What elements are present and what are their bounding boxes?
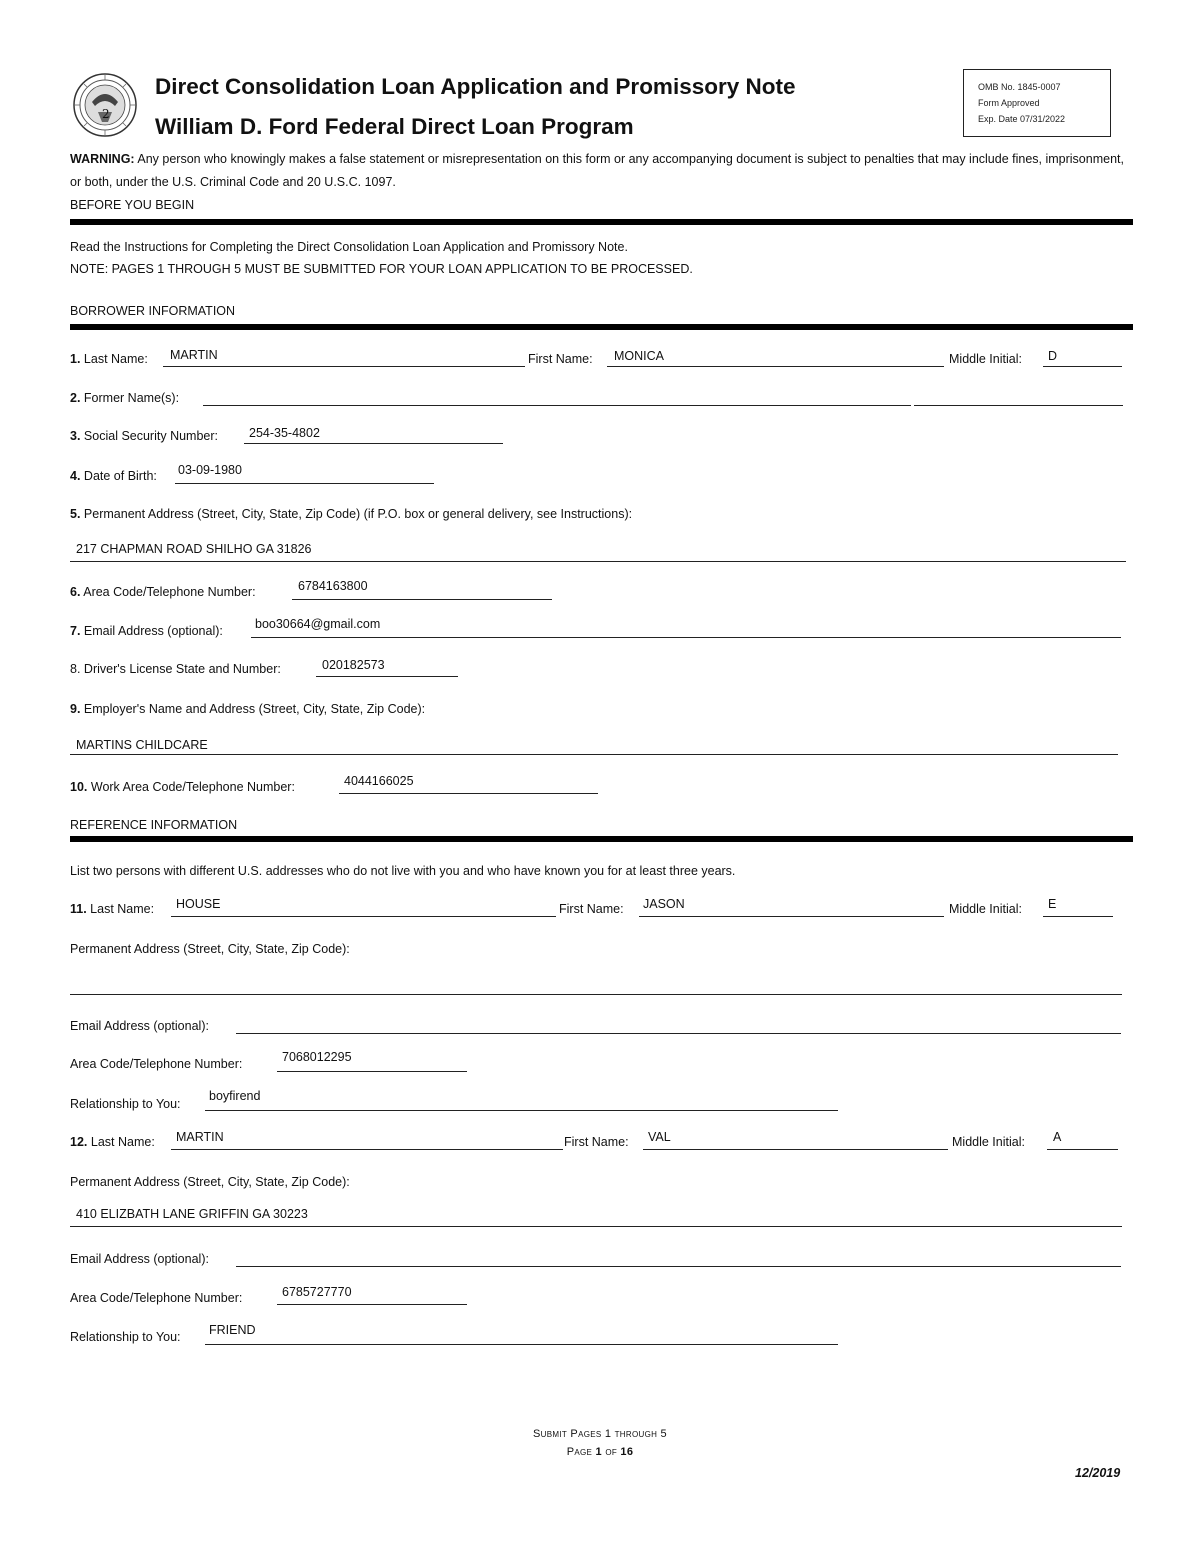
email-field[interactable] (251, 637, 1121, 638)
ref1-middle-initial-label: Middle Initial: (949, 902, 1022, 916)
ref2-relationship-value: FRIEND (209, 1323, 256, 1337)
ref1-address-field[interactable] (70, 994, 1122, 995)
ssn-value: 254-35-4802 (249, 426, 320, 440)
email-value: boo30664@gmail.com (255, 617, 381, 631)
borrower-last-name-value: MARTIN (170, 348, 218, 362)
submit-pages-note: Submit Pages 1 through 5 (533, 1428, 667, 1440)
section-reference-information: REFERENCE INFORMATION (70, 818, 238, 832)
phone-label: 6. Area Code/Telephone Number: (70, 585, 256, 599)
ref2-last-name-field[interactable] (171, 1149, 563, 1150)
borrower-last-name-label: 1. Last Name: (70, 352, 148, 366)
borrower-middle-initial-field[interactable] (1043, 366, 1122, 367)
ref1-phone-field[interactable] (277, 1071, 467, 1072)
omb-box (963, 69, 1111, 137)
ref1-middle-initial-field[interactable] (1043, 916, 1113, 917)
ssn-label: 3. Social Security Number: (70, 429, 218, 443)
ref1-first-name-field[interactable] (639, 916, 944, 917)
ref2-address-label: Permanent Address (Street, City, State, Zip Code): (70, 1175, 350, 1189)
ref1-email-label: Email Address (optional): (70, 1019, 209, 1033)
email-label: 7. Email Address (optional): (70, 624, 223, 638)
phone-value: 6784163800 (298, 579, 368, 593)
permanent-address-label: 5. Permanent Address (Street, City, State, Zip Code) (if P.O. box or general delivery, see Instructions): (70, 507, 633, 521)
section-before-you-begin: BEFORE YOU BEGIN (70, 198, 195, 212)
svg-text:2: 2 (102, 107, 110, 121)
ref2-last-name-value: MARTIN (176, 1130, 224, 1144)
ref1-relationship-field[interactable] (205, 1110, 838, 1111)
ref2-middle-initial-field[interactable] (1047, 1149, 1118, 1150)
pages-note: NOTE: PAGES 1 THROUGH 5 MUST BE SUBMITTED FOR YOUR LOAN APPLICATION TO BE PROCESSED. (70, 262, 693, 276)
borrower-middle-initial-value: D (1048, 349, 1058, 363)
ref2-phone-field[interactable] (277, 1304, 467, 1305)
ref2-middle-initial-value: A (1053, 1130, 1062, 1144)
dob-value: 03-09-1980 (178, 463, 242, 477)
ref1-first-name-label: First Name: (559, 902, 624, 916)
section-divider (70, 219, 1133, 225)
instruction-text: Read the Instructions for Completing the Direct Consolidation Loan Application and Promissory Note. (70, 240, 628, 254)
dob-field[interactable] (175, 483, 434, 484)
phone-field[interactable] (292, 599, 552, 600)
ref1-last-name-field[interactable] (171, 916, 556, 917)
work-phone-label: 10. Work Area Code/Telephone Number: (70, 780, 295, 794)
ref1-phone-label: Area Code/Telephone Number: (70, 1057, 243, 1071)
ref2-relationship-field[interactable] (205, 1344, 838, 1345)
work-phone-value: 4044166025 (344, 774, 414, 788)
ref2-first-name-label: First Name: (564, 1135, 629, 1149)
page-number: Page 1 of 16 (566, 1446, 634, 1458)
license-label: 8. Driver's License State and Number: (70, 662, 281, 676)
permanent-address-field[interactable] (70, 561, 1126, 562)
department-of-education-seal-icon (72, 72, 138, 138)
former-names-field-2[interactable] (914, 405, 1123, 406)
ssn-field[interactable] (244, 443, 503, 444)
section-divider (70, 836, 1133, 842)
warning-body: Any person who knowingly makes a false statement or misrepresentation on this form or any accompanying document is subject to penalties that may include fines, imprisonment, or both, under the U.S. Criminal Code and 20 U.S.C. 1097. (70, 152, 1124, 189)
ref2-email-field[interactable] (236, 1266, 1121, 1267)
ref1-address-label: Permanent Address (Street, City, State, Zip Code): (70, 942, 350, 956)
license-field[interactable] (316, 676, 458, 677)
section-divider (70, 324, 1133, 330)
ref2-address-field[interactable] (70, 1226, 1122, 1227)
license-value: 020182573 (322, 658, 385, 672)
ref1-first-name-value: JASON (643, 897, 685, 911)
section-borrower-information: BORROWER INFORMATION (70, 304, 236, 318)
ref2-email-label: Email Address (optional): (70, 1252, 209, 1266)
revision-date: 12/2019 (1075, 1466, 1121, 1480)
permanent-address-value: 217 CHAPMAN ROAD SHILHO GA 31826 (76, 542, 312, 556)
ref2-relationship-label: Relationship to You: (70, 1330, 181, 1344)
former-names-label: 2. Former Name(s): (70, 391, 180, 405)
reference-intro: List two persons with different U.S. addresses who do not live with you and who have known you for at least three years. (70, 864, 736, 878)
borrower-last-name-field[interactable] (163, 366, 525, 367)
program-title: William D. Ford Federal Direct Loan Program (155, 114, 634, 139)
work-phone-field[interactable] (339, 793, 598, 794)
employer-label: 9. Employer's Name and Address (Street, City, State, Zip Code): (70, 702, 426, 716)
ref1-last-name-value: HOUSE (176, 897, 221, 911)
former-names-field[interactable] (203, 405, 911, 406)
ref2-last-name-label: 12. Last Name: (70, 1135, 155, 1149)
borrower-first-name-field[interactable] (607, 366, 944, 367)
ref1-last-name-label: 11. Last Name: (70, 902, 155, 916)
ref1-email-field[interactable] (236, 1033, 1121, 1034)
dob-label: 4. Date of Birth: (70, 469, 157, 483)
ref2-first-name-field[interactable] (643, 1149, 948, 1150)
borrower-first-name-label: First Name: (528, 352, 593, 366)
employer-value: MARTINS CHILDCARE (76, 738, 208, 752)
ref1-relationship-value: boyfirend (209, 1089, 261, 1103)
ref2-middle-initial-label: Middle Initial: (952, 1135, 1025, 1149)
form-title: Direct Consolidation Loan Application and Promissory Note (155, 74, 796, 99)
ref2-phone-value: 6785727770 (282, 1285, 352, 1299)
ref2-address-value: 410 ELIZBATH LANE GRIFFIN GA 30223 (76, 1207, 308, 1221)
borrower-middle-initial-label: Middle Initial: (949, 352, 1022, 366)
ref1-relationship-label: Relationship to You: (70, 1097, 181, 1111)
borrower-first-name-value: MONICA (614, 349, 664, 363)
expiration-date: Exp. Date 07/31/2022 (978, 114, 1066, 124)
omb-number: OMB No. 1845-0007 (978, 82, 1061, 92)
ref1-middle-initial-value: E (1048, 897, 1057, 911)
ref1-phone-value: 7068012295 (282, 1050, 352, 1064)
form-approved: Form Approved (978, 98, 1040, 108)
ref2-first-name-value: VAL (648, 1130, 671, 1144)
warning-text (70, 148, 1130, 194)
employer-field[interactable] (70, 754, 1118, 755)
ref2-phone-label: Area Code/Telephone Number: (70, 1291, 243, 1305)
warning-label: WARNING: (70, 152, 135, 166)
